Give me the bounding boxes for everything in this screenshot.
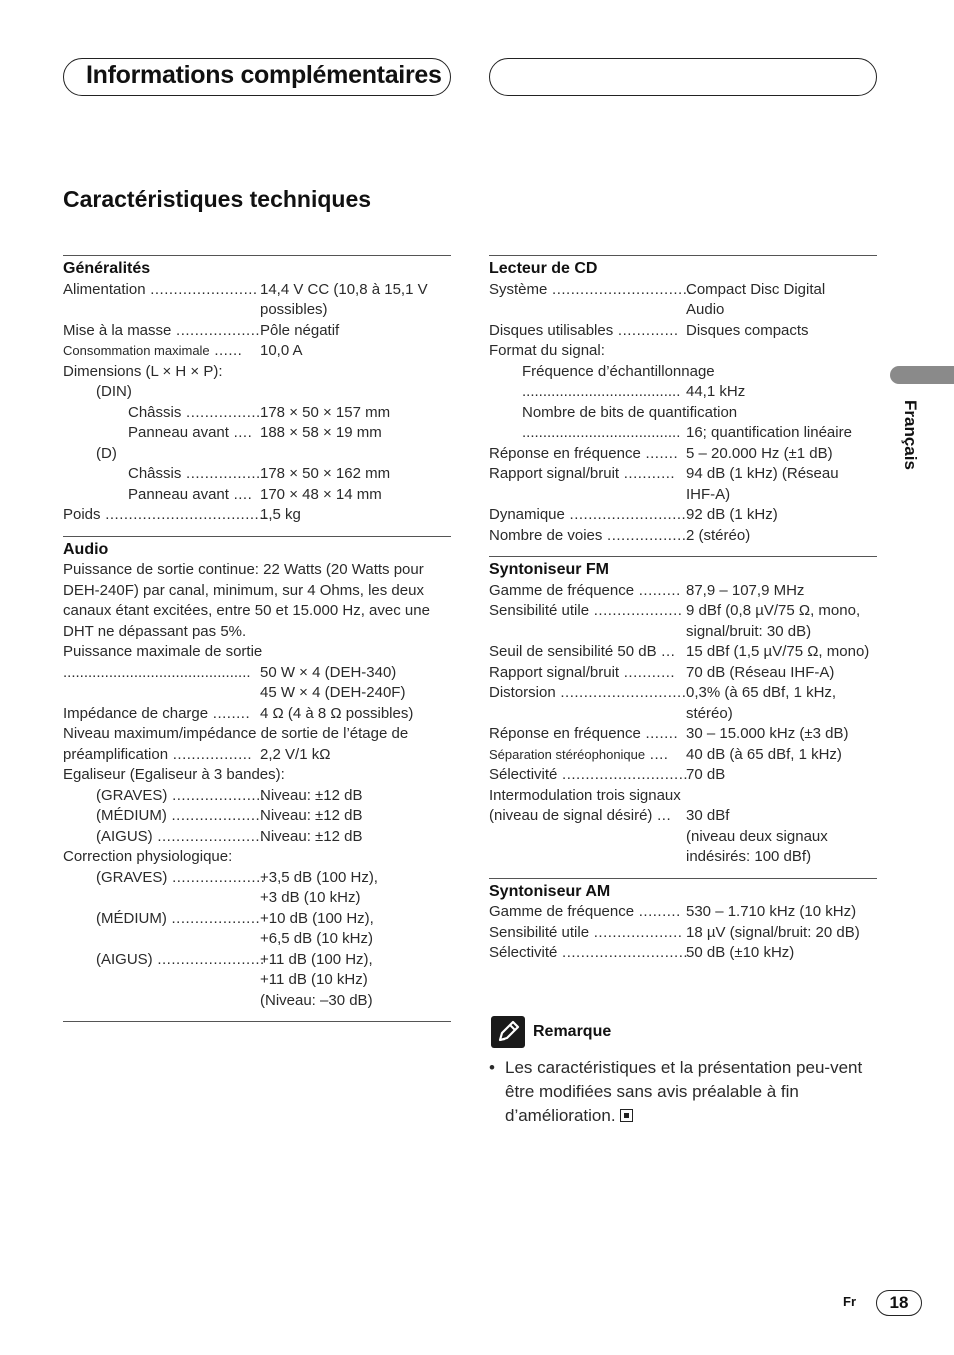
spec-label: canaux étant excitées, entre 50 et 15.000 Hz, avec une (63, 602, 430, 619)
spec-value: +3 dB (10 kHz) (260, 889, 361, 906)
spec-value: Niveau: ±12 dB (260, 827, 363, 845)
note-bullet: • (489, 1058, 495, 1077)
right-spec-column (489, 255, 877, 974)
spec-label: Châssis (128, 403, 182, 421)
spec-row (63, 909, 451, 930)
note-body (489, 1056, 874, 1128)
spec-label: Système (489, 280, 548, 298)
spec-row (63, 663, 451, 684)
spec-row (489, 622, 877, 643)
section-title: Caractéristiques techniques (63, 186, 372, 212)
leader-dots: ......................... (564, 506, 687, 523)
spec-row (63, 991, 451, 1012)
page-number: 18 (876, 1290, 922, 1316)
spec-label: Sélectivité (489, 766, 558, 783)
leader-dots: .................... (167, 868, 266, 886)
spec-block (489, 878, 877, 974)
spec-label: ............................................. (63, 663, 251, 681)
spec-label: Nombre de bits de quantification (522, 403, 738, 421)
spec-label: Mise à la masse (63, 321, 172, 339)
spec-row (63, 827, 451, 848)
spec-value: 15 dBf (1,5 µV/75 Ω, mono) (686, 643, 870, 660)
spec-value: 188 × 58 × 19 mm (260, 424, 382, 441)
leader-dots: ................... (166, 807, 261, 824)
spec-label: (AIGUS) (96, 950, 153, 968)
leader-dots: ........................... (557, 766, 689, 783)
spec-row (489, 902, 877, 923)
spec-row (63, 704, 451, 725)
leader-dots: ........................... (555, 684, 687, 701)
spec-row (489, 724, 877, 745)
spec-label: (GRAVES) (96, 786, 168, 804)
spec-value: IHF-A) (686, 485, 731, 503)
spec-value: +3,5 dB (100 Hz), (260, 868, 378, 886)
leader-dots: ...... (209, 342, 243, 359)
spec-block-title: Lecteur de CD (489, 260, 598, 277)
spec-row (489, 341, 877, 362)
spec-row (489, 423, 877, 444)
spec-label: (GRAVES) (96, 868, 168, 886)
spec-label: Puissance maximale de sortie (63, 643, 263, 660)
spec-value: 18 µV (signal/bruit: 20 dB) (686, 923, 860, 941)
spec-value: 50 W × 4 (DEH-340) (260, 663, 397, 681)
spec-label: Sensibilité utile (489, 602, 590, 619)
spec-value: 178 × 50 × 157 mm (260, 403, 391, 421)
spec-row (489, 786, 877, 807)
spec-row (63, 341, 451, 362)
spec-row (489, 300, 877, 321)
leader-dots: ....................... (152, 827, 265, 845)
spec-label: Panneau avant (128, 485, 229, 503)
spec-row (63, 724, 451, 745)
spec-value: Audio (686, 301, 725, 318)
leader-dots: ........... (619, 663, 676, 681)
spec-value: 178 × 50 × 162 mm (260, 465, 391, 482)
spec-row (489, 485, 877, 506)
spec-row (63, 485, 451, 506)
spec-value: indésirés: 100 dBf) (686, 848, 812, 865)
spec-label: Sélectivité (489, 944, 558, 961)
spec-label: (niveau de signal désiré) (489, 807, 653, 824)
language-tab (890, 366, 954, 384)
spec-row (489, 382, 877, 403)
spec-value: Compact Disc Digital (686, 280, 826, 298)
spec-label: Alimentation (63, 280, 146, 298)
spec-value: 2 (stéréo) (686, 526, 751, 544)
spec-row (63, 950, 451, 971)
note-pencil-icon (491, 1016, 525, 1048)
spec-row (63, 300, 451, 321)
spec-value: 1,5 kg (260, 506, 301, 523)
leader-dots: .............................. (547, 280, 693, 298)
spec-label: (D) (96, 444, 117, 462)
spec-value: 50 dB (±10 kHz) (686, 944, 795, 961)
leader-dots: ....... (640, 725, 679, 742)
spec-value: 16; quantification linéaire (686, 424, 852, 441)
leader-dots: ....... (640, 444, 679, 462)
spec-row (489, 403, 877, 424)
spec-label: Niveau maximum/impédance de sortie de l’étage de (63, 725, 409, 742)
leader-dots: ....................... (145, 280, 258, 298)
end-mark-icon (620, 1109, 633, 1122)
spec-label: Impédance de charge (63, 704, 209, 722)
spec-row (63, 505, 451, 526)
spec-row (489, 683, 877, 704)
leader-dots: .... (228, 424, 253, 441)
spec-row (63, 444, 451, 465)
spec-value: 70 dB (686, 766, 726, 783)
leader-dots: ................ (181, 403, 261, 421)
spec-value: Niveau: ±12 dB (260, 786, 363, 804)
spec-label: (MÉDIUM) (96, 909, 167, 927)
spec-block (63, 536, 451, 1022)
spec-row (489, 943, 877, 964)
spec-row (63, 423, 451, 444)
spec-row (63, 683, 451, 704)
spec-value: 45 W × 4 (DEH-240F) (260, 684, 406, 701)
spec-row (489, 581, 877, 602)
leader-dots: ........ (208, 704, 251, 722)
spec-row (63, 464, 451, 485)
spec-row (63, 622, 451, 643)
spec-label: Dynamique (489, 506, 565, 523)
spec-label: Puissance de sortie continue: 22 Watts (20 Watts pour (63, 561, 424, 578)
spec-row (63, 806, 451, 827)
column-end-rule (63, 1021, 451, 1022)
spec-value: 10,0 A (260, 342, 303, 359)
spec-row (63, 581, 451, 602)
leader-dots: ................ (181, 465, 261, 482)
spec-label: ...................................... (522, 383, 681, 400)
leader-dots: .... (645, 745, 669, 763)
spec-label: Sensibilité utile (489, 923, 590, 941)
spec-label: Distorsion (489, 684, 556, 701)
spec-row (489, 464, 877, 485)
leader-dots: ................. (602, 526, 687, 544)
leader-dots: ................... (589, 602, 683, 619)
spec-label: Gamme de fréquence (489, 903, 635, 920)
spec-label: Panneau avant (128, 424, 229, 441)
spec-value: signal/bruit: 30 dB) (686, 622, 812, 640)
note-header (491, 1016, 871, 1048)
spec-value: +11 dB (100 Hz), (260, 950, 373, 968)
spec-label: ...................................... (522, 424, 681, 441)
leader-dots: ... (656, 643, 676, 660)
leader-dots: ................... (166, 909, 261, 927)
spec-row (489, 505, 877, 526)
header-title: Informations complémentaires (86, 61, 442, 89)
spec-row (489, 280, 877, 301)
spec-value: 70 dB (Réseau IHF-A) (686, 663, 835, 681)
spec-label: (MÉDIUM) (96, 807, 167, 824)
spec-row (489, 765, 877, 786)
spec-label: DHT ne dépassant pas 5%. (63, 622, 247, 640)
spec-row (63, 745, 451, 766)
spec-value: 4 Ω (4 à 8 Ω possibles) (260, 704, 414, 722)
spec-label: Format du signal: (489, 342, 605, 359)
footer-language: Fr (843, 1294, 856, 1309)
spec-row (63, 847, 451, 868)
spec-block (63, 255, 451, 536)
spec-value: possibles) (260, 301, 328, 318)
spec-value: 30 dBf (686, 807, 730, 824)
spec-value: 530 – 1.710 kHz (10 kHz) (686, 903, 857, 920)
leader-dots: ......... (634, 903, 681, 920)
spec-label: Séparation stéréophonique (489, 746, 646, 762)
spec-label: (AIGUS) (96, 827, 153, 845)
spec-row (489, 827, 877, 848)
spec-label: Correction physiologique: (63, 848, 233, 865)
spec-row (489, 923, 877, 944)
leader-dots: ................... (589, 923, 683, 941)
spec-row (489, 704, 877, 725)
spec-row (489, 444, 877, 465)
spec-label: Nombre de voies (489, 526, 603, 544)
spec-label: Réponse en fréquence (489, 444, 641, 462)
spec-label: Dimensions (L × H × P): (63, 362, 223, 380)
leader-dots: ............. (613, 321, 679, 339)
spec-row (63, 362, 451, 383)
leader-dots: ....................... (152, 950, 265, 968)
spec-value: Niveau: ±12 dB (260, 807, 363, 824)
spec-value: (Niveau: –30 dB) (260, 991, 373, 1009)
spec-label: DEH-240F) par canal, minimum, sur 4 Ohms, les deux (63, 581, 424, 599)
spec-row (489, 642, 877, 663)
leader-dots: .... (228, 485, 253, 503)
note-label: Remarque (533, 1023, 612, 1040)
spec-row (63, 601, 451, 622)
spec-value: 5 – 20.000 Hz (±1 dB) (686, 444, 833, 462)
spec-label: Disques utilisables (489, 321, 614, 339)
spec-row (489, 847, 877, 868)
spec-row (489, 601, 877, 622)
spec-row (489, 321, 877, 342)
left-spec-column (63, 255, 451, 1022)
spec-label: préamplification (63, 745, 169, 763)
spec-block-title: Généralités (63, 260, 151, 277)
leader-dots: ... (652, 807, 672, 824)
leader-dots: ......... (634, 581, 681, 599)
leader-dots: ........... (619, 465, 676, 482)
leader-dots: ................. (168, 745, 253, 763)
spec-row (63, 321, 451, 342)
spec-row (489, 663, 877, 684)
spec-value: (niveau deux signaux (686, 827, 828, 845)
spec-label: Poids (63, 506, 101, 523)
leader-dots: .................... (167, 786, 266, 804)
spec-value: 30 – 15.000 kHz (±3 dB) (686, 725, 849, 742)
spec-label: Rapport signal/bruit (489, 465, 620, 482)
spec-row (489, 806, 877, 827)
spec-value: 94 dB (1 kHz) (Réseau (686, 465, 839, 482)
spec-row (63, 382, 451, 403)
spec-label: Rapport signal/bruit (489, 663, 620, 681)
spec-value: 170 × 48 × 14 mm (260, 485, 382, 503)
spec-row (63, 642, 451, 663)
header-title-box (63, 58, 451, 96)
spec-value: 44,1 kHz (686, 383, 746, 400)
leader-dots: ................................... (100, 506, 269, 523)
note-text: Les caractéristiques et la présentation peu-vent être modifiées sans avis préalable à fin d’amélioration. (505, 1058, 863, 1125)
spec-row (63, 929, 451, 950)
spec-block-title: Syntoniseur FM (489, 561, 610, 578)
spec-label: (DIN) (96, 383, 132, 400)
spec-value: stéréo) (686, 704, 733, 722)
leader-dots: .................. (171, 321, 261, 339)
spec-label: Gamme de fréquence (489, 581, 635, 599)
spec-row (63, 970, 451, 991)
spec-block (489, 556, 877, 878)
spec-row (63, 765, 451, 786)
spec-block-title: Syntoniseur AM (489, 882, 611, 900)
leader-dots: ........................... (557, 944, 689, 961)
spec-label: Intermodulation trois signaux (489, 786, 681, 804)
spec-row (63, 280, 451, 301)
side-language-label: Français (901, 400, 920, 470)
spec-value: Disques compacts (686, 321, 809, 339)
spec-label: Fréquence d’échantillonnage (522, 362, 715, 380)
spec-value: +10 dB (100 Hz), (260, 909, 374, 927)
spec-row (63, 560, 451, 581)
spec-label: Réponse en fréquence (489, 725, 641, 742)
spec-value: 0,3% (à 65 dBf, 1 kHz, (686, 684, 837, 701)
spec-value: +11 dB (10 kHz) (260, 971, 368, 988)
spec-value: 87,9 – 107,9 MHz (686, 581, 805, 599)
spec-value: 2,2 V/1 kΩ (260, 745, 331, 763)
spec-row (63, 888, 451, 909)
spec-label: Châssis (128, 465, 182, 482)
spec-label: Egaliseur (Egaliseur à 3 bandes): (63, 766, 285, 783)
header-empty-box (489, 58, 877, 96)
spec-value: 40 dB (à 65 dBf, 1 kHz) (686, 745, 842, 763)
spec-row (63, 868, 451, 889)
spec-value: +6,5 dB (10 kHz) (260, 930, 373, 947)
spec-value: 92 dB (1 kHz) (686, 506, 778, 523)
spec-row (489, 362, 877, 383)
spec-row (63, 403, 451, 424)
spec-value: Pôle négatif (260, 321, 340, 339)
spec-block-title: Audio (63, 540, 109, 558)
spec-row (63, 786, 451, 807)
spec-row (489, 745, 877, 766)
spec-block (489, 255, 877, 556)
spec-label: Seuil de sensibilité 50 dB (489, 643, 657, 660)
spec-label: Consommation maximale (63, 343, 210, 358)
spec-value: 9 dBf (0,8 µV/75 Ω, mono, (686, 602, 861, 619)
spec-value: 14,4 V CC (10,8 à 15,1 V (260, 280, 428, 298)
spec-row (489, 526, 877, 547)
